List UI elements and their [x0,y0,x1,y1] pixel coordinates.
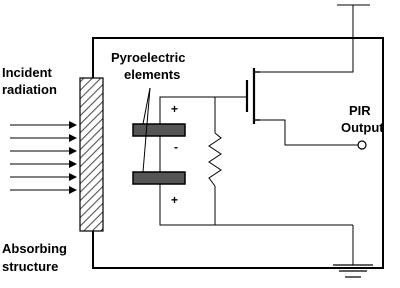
fet-transistor [247,68,260,124]
pyroelectric-element-bottom [133,172,185,184]
absorbing-structure [80,78,103,231]
pyroelectric-element-top [133,124,185,136]
ground-symbol [333,265,373,277]
pyro-label-line1: Pyroelectric [111,50,186,65]
resistor [209,133,221,186]
pir-label-line1: PIR [349,103,371,118]
pir-label-line2: Output [341,120,384,135]
plus-sign-top: + [171,102,179,116]
circuit-wiring [160,5,370,265]
radiation-arrows [10,125,76,190]
absorb-label-line2: structure [2,259,59,274]
plus-sign-bottom: + [171,193,179,207]
wire-bottom [160,184,353,225]
incident-label-line1: Incident [2,65,52,80]
incident-label-line2: radiation [2,82,57,97]
output-terminal [358,141,366,149]
absorb-label-line1: Absorbing [2,241,67,256]
pyro-label-line2: elements [124,67,181,82]
minus-sign-top: - [174,140,178,154]
